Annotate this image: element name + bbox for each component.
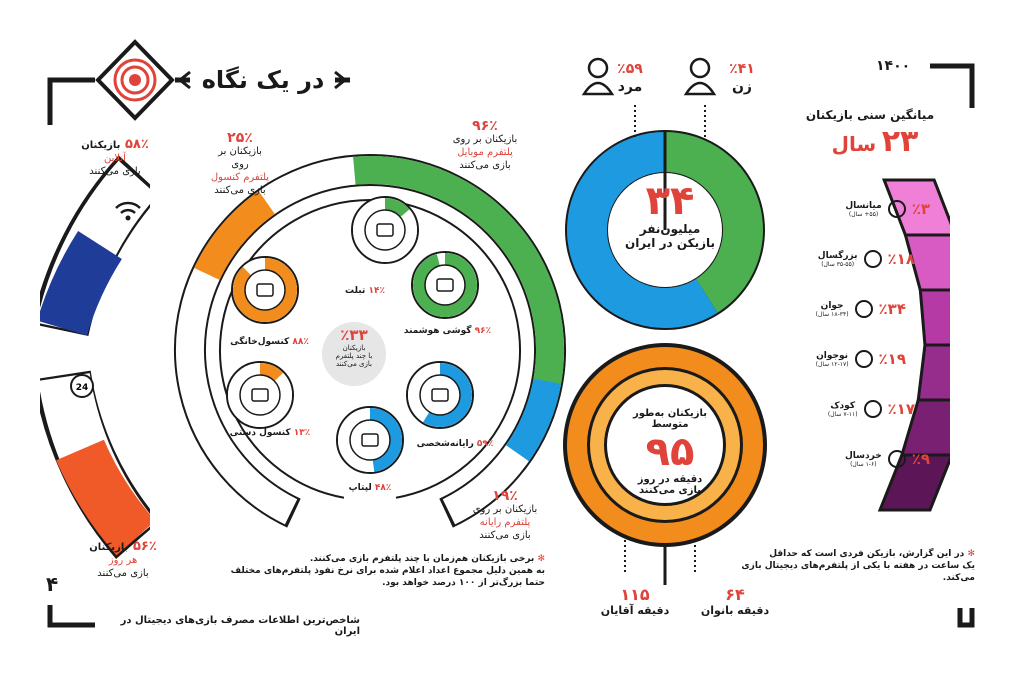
age-group-label bbox=[816, 301, 849, 318]
avg-age: ۲۳ سال bbox=[831, 124, 919, 159]
age-group-row bbox=[818, 250, 915, 268]
device-donut-1 bbox=[412, 252, 478, 318]
mobile-stat: ۹۶٪ بازیکنان بر روی پلتفرم موبایل بازی می‌کنند bbox=[452, 118, 518, 171]
device-label-tablet: ۱۴٪ تبلت bbox=[345, 286, 385, 296]
age-group-row bbox=[845, 200, 930, 218]
computer-stat: ۱۹٪ بازیکنان بر روی پلتفرم رایانه بازی می‌کنند bbox=[472, 488, 538, 541]
women-playtime: ۶۴ دقیقه بانوان bbox=[700, 585, 770, 617]
multi-platform-note: ✻ برخی بازیکنان هم‌زمان با چند پلتفرم بازی می‌کنند. به همین دلیل مجموع اعداد اعلام شده برای نرخ نفوذ پلتفرم‌های مختلف حتما بزرگ‌تر از ۱۰۰ درصد خواهد بود. bbox=[230, 554, 545, 588]
device-donut-4 bbox=[227, 362, 293, 428]
age-group-range: (۱-۶ سال) bbox=[850, 460, 877, 468]
age-group-label bbox=[816, 351, 849, 368]
age-group-label bbox=[828, 401, 858, 418]
age-group-percent: ٪۱۷ bbox=[887, 400, 915, 418]
age-title: میانگین سنی بازیکنان bbox=[805, 108, 935, 122]
male-stat: ٪۵۹ مرد bbox=[617, 61, 643, 95]
age-group-label bbox=[845, 451, 882, 468]
age-group-range: (۵۵+ سال) bbox=[848, 210, 879, 218]
age-group-label bbox=[818, 251, 858, 268]
device-donut-2 bbox=[407, 362, 473, 428]
footer-caption: شاخص‌ترین اطلاعات مصرف بازی‌های دیجیتال در ایران bbox=[120, 615, 360, 637]
person-icon bbox=[855, 300, 873, 318]
avg-playtime: بازیکنان به‌طور متوسط ۹۵ دقیقه در روز بازی می‌کنند bbox=[633, 408, 707, 496]
year-label: ۱۴۰۰ bbox=[876, 58, 911, 74]
age-group-range: (۱۲-۱۷ سال) bbox=[815, 360, 849, 368]
device-donut-5 bbox=[232, 257, 298, 323]
svg-text:24: 24 bbox=[75, 383, 89, 393]
female-stat: ٪۴۱ زن bbox=[729, 61, 755, 95]
age-group-range: (۳۵-۵۵ سال) bbox=[821, 260, 855, 268]
page-title: در یک نگاه bbox=[201, 66, 325, 94]
person-icon bbox=[888, 200, 906, 218]
age-group-label bbox=[845, 201, 881, 218]
device-label-laptop: ۴۸٪ لپتاپ bbox=[348, 483, 392, 493]
device-label-smartphone: ۹۶٪ گوشی هوشمند bbox=[403, 326, 492, 336]
target-logo-icon bbox=[98, 42, 172, 118]
device-label-handheld: ۱۳٪ کنسول دستی bbox=[229, 428, 311, 438]
age-group-list bbox=[760, 195, 930, 495]
age-group-name: خردسال bbox=[844, 450, 882, 461]
age-group-percent: ٪۳ bbox=[911, 200, 930, 218]
age-group-percent: ٪۳۴ bbox=[878, 300, 906, 318]
device-donut-3 bbox=[337, 407, 403, 473]
age-group-percent: ٪۱۹ bbox=[878, 350, 906, 368]
device-label-pc: ۵۹٪ رایانه‌شخصی bbox=[416, 439, 494, 449]
men-playtime: ۱۱۵ دقیقه آقایان bbox=[600, 585, 670, 617]
console-stat: ۲۵٪ بازیکنان بر روی پلتفرم کنسول بازی می‌کنند bbox=[210, 130, 270, 196]
person-icon bbox=[888, 450, 906, 468]
page-number: ۴ bbox=[46, 572, 59, 596]
age-group-row bbox=[816, 300, 906, 318]
age-group-row bbox=[828, 400, 915, 418]
online-daily-gauges bbox=[40, 150, 150, 560]
person-icon bbox=[864, 400, 882, 418]
person-icon bbox=[855, 350, 873, 368]
clock-24-icon bbox=[71, 375, 93, 397]
device-label-home-console: ۸۸٪ کنسول‌خانگی bbox=[230, 337, 309, 347]
age-group-range: (۱۸-۳۴ سال) bbox=[815, 310, 849, 318]
daily-stat: ۵۶٪ بازیکنان هر روز بازی می‌کنند bbox=[89, 539, 157, 579]
age-group-name: بزرگسال bbox=[817, 250, 858, 261]
age-group-name: جوان bbox=[820, 300, 844, 311]
age-group-percent: ٪۹ bbox=[911, 450, 930, 468]
player-definition: ✻ در این گزارش، بازیکن فردی است که حداقل یک ساعت در هفته با یکی از پلتفرم‌های دیجیتال بازی می‌کند. bbox=[741, 549, 975, 583]
age-group-name: میانسال bbox=[845, 200, 882, 211]
female-icon bbox=[686, 59, 714, 94]
age-group-row bbox=[845, 450, 930, 468]
online-stat: ۵۸٪ بازیکنان آنلاین بازی می‌کنند bbox=[81, 137, 149, 177]
age-group-range: (۷-۱۱ سال) bbox=[827, 410, 858, 418]
age-group-name: کودک bbox=[830, 400, 856, 411]
age-group-name: نوجوان bbox=[816, 350, 849, 361]
multi-platform-center: ٪۳۳ بازیکنان با چند پلتفرم بازی می‌کنند bbox=[322, 322, 386, 386]
age-group-percent: ٪۱۸ bbox=[887, 250, 915, 268]
device-donut-0 bbox=[352, 197, 418, 263]
age-group-row bbox=[816, 350, 906, 368]
person-icon bbox=[864, 250, 882, 268]
players-count: ۳۴ میلیون‌نفر بازیکن در ایران bbox=[624, 178, 716, 250]
